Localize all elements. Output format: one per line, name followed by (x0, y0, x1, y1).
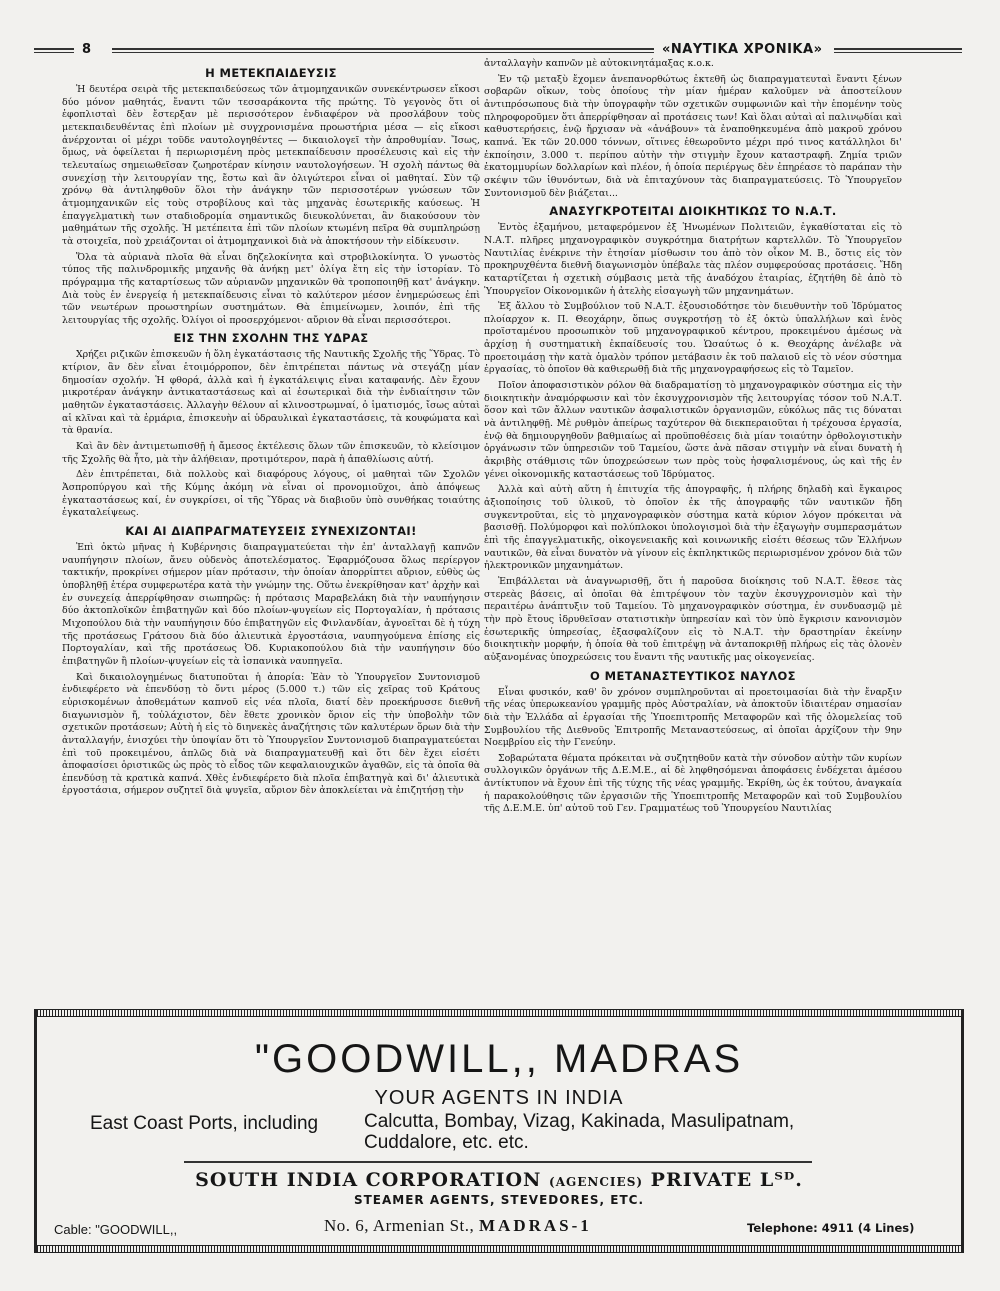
journal-title: «ΝΑΥΤΙΚΑ ΧΡΟΝΙΚΑ» (662, 42, 823, 57)
paragraph: Ἐπιβάλλεται νὰ ἀναγνωρισθῇ, ὅτι ἡ παροῦσα διοίκησις τοῦ Ν.Α.Τ. ἔθεσε τὰς στερεὰς βάσεις, αἱ ὁποῖαι θὰ ἐπιτρέψουν τὸν ταχὺν ἐκσυγχρονισμὸν καὶ τὴν περαιτέρω ἀνάπτυξιν τοῦ Ταμείου. Τὸ μηχανογραφικὸν σύστημα, ἐν συνδυασμῷ μὲ τὴν πρὸ ἔτους ἱδρυθεῖσαν στατιστικὴν ὑπηρεσίαν καὶ τὸν ὑπὸ ἔγκρισιν κανονισμὸν ἐσωτερικῆς ὑπηρεσίας, ἐξασφαλίζουν εἰς τὸ Ν.Α.Τ. τὴν δραστηρίαν ἐκείνην διοικητικὴν μορφήν, ἡ ὁποία θὰ τοῦ ἐπιτρέψῃ νὰ ἀνταποκριθῇ πλήρως εἰς τὰς ὁλονὲν αὐξανομένας ὑποχρεώσεις του ἔναντι τῆς ναυτικῆς μας οἰκογενείας. (484, 575, 902, 663)
paragraph: Ἡ δευτέρα σειρὰ τῆς μετεκπαιδεύσεως τῶν ἀτμομηχανικῶν συνεκέντρωσεν εἴκοσι δύο μόνον μαθητάς, ἔναντι τῶν τεσσαράκοντα τῆς πρώτης. Τὸ γεγονὸς ὅτι οἱ ἐφοπλισταὶ δὲν ἔστερξαν μὲ περισσότερον ἐνδιαφέρον νὰ προσλάβουν τοὺς μετεκπαιδευθέντας ἐπὶ πλοίων μὲ συγχρονισμένα προωστήρια μέσα — εἰς εἴκοσι ἀνέρχονται οἱ μέχρι τοῦδε ναυτολογηθέντες — δικαιολογεῖ τὴν ἀπροθυμίαν. Ἴσως, ὅμως, νὰ ὀφείλεται ἡ περιωρισμένη πρὸς μετεκπαίδευσιν προσέλευσις καὶ εἰς τὴν τελευταίως σημειωθεῖσαν ζωηροτέραν κίνησιν ναυτολογήσεων. Ἡ σχολὴ πάντως θὰ συνεχίσῃ τὴν λειτουργίαν της, ἔστω καὶ ἂν ὀλιγώτεροι εἶναι οἱ μαθηταί. Σὺν τῷ χρόνῳ θὰ ἀντιληφθοῦν ὅλοι τὴν ἀνάγκην τῶν περισσοτέρων γνώσεων τῶν ἀτμομηχανικῶν εἰς τοὺς στροβίλους καὶ τὰς μηχανὰς ἐσωτερικῆς καύσεως. Ἡ ἐπαγγελματικὴ των σταδιοδρομία σημαντικῶς διευκολύνεται, ἂν διακούσουν τὸν μαθημάτων τῆς σχολῆς. Ἡ μετέπειτα ἐπὶ τῶν πλοίων κτωμένη πεῖρα θὰ συμπληρώσῃ τὰ στοιχεῖα, ποὺ χρειάζονται οἱ ἀτμομηχανικοὶ διὰ νὰ ἀποκτήσουν τὴν εἰδίκευσιν. (62, 84, 480, 247)
paragraph: Ἐντὸς ἑξαμήνου, μεταφερόμενον ἐξ Ἡνωμένων Πολιτειῶν, ἐγκαθίσταται εἰς τὸ Ν.Α.Τ. πλῆρες μηχανογραφικὸν συγκρότημα διατρήτων καρτελλῶν. Τὸ Ὑπουργεῖον Ναυτιλίας ἐνέκρινε τὴν ἐτησίαν μίσθωσιν του ἀπὸ τὸν οἶκον Μ. Β., ὅστις εἰς τὸν προκηρυχθέντα διεθνῆ διαγωνισμὸν ὑπέβαλε τὰς πλέον συμφερούσας προτάσεις. Ἤδη καταρτίζεται ἡ σχετικὴ σύμβασις μετὰ τῆς ἀναδόχου ἑταιρίας, ἐζητήθη δὲ ἀπὸ τὸ Ὑπουργεῖον Οἰκονομικῶν ἡ ἀτελὴς εἰσαγωγὴ τῶν μηχανημάτων. (484, 222, 902, 297)
ad-brand: "GOODWILL,, MADRAS (254, 1037, 744, 1081)
company-name-part: (AGENCIES) (549, 1175, 644, 1189)
ad-telephone: Telephone: 4911 (4 Lines) (747, 1221, 915, 1235)
paragraph: Εἶναι φυσικόν, καθ' ὃν χρόνον συμπληροῦνται αἱ προετοιμασίαι διὰ τὴν ἔναρξιν τῆς νέας ὑπερωκεανίου γραμμῆς πρὸς Αὐστραλίαν, νὰ ἀποκτοῦν ἰδιαιτέραν σημασίαν διὰ τὴν Ἑλλάδα αἱ ἐργασίαι τῆς Ὑποεπιτροπῆς Μεταφορῶν καὶ τῆς ὁλομελείας τοῦ Συμβουλίου τῆς Διεθνοῦς Ἐπιτροπῆς Μεταναστεύσεως, αἱ ὁποῖαι ἀρχίζουν τὴν 9ην Νοεμβρίου εἰς τὴν Γενεύην. (484, 686, 902, 749)
ad-border (34, 1245, 964, 1253)
paragraph: Δὲν ἐπιτρέπεται, διὰ πολλοὺς καὶ διαφόρους λόγους, οἱ μαθηταὶ τῶν Σχολῶν Ἀσπροπύργου καὶ τῆς Κύμης ἀκόμη νὰ εἶναι οἱ προνομιοῦχοι, ἀπὸ ἀπόψεως ἐγκαταστάσεως καί, ἐν συγκρίσει, οἱ τῆς Ὕδρας νὰ διαβιοῦν ὑπὸ συνθήκας τοιαύτης ἐγκαταλείψεως. (62, 469, 480, 519)
section-title: Ο ΜΕΤΑΝΑΣΤΕΥΤΙΚΟΣ ΝΑΥΛΟΣ (590, 668, 796, 683)
paragraph: Ποῖον ἀποφασιστικὸν ρόλον θὰ διαδραματίσῃ τὸ μηχανογραφικὸν σύστημα εἰς τὴν διοικητικὴν ἀναμόρφωσιν καὶ τὸν ἐκσυγχρονισμὸν τῆς λειτουργίας τόσον τοῦ Ν.Α.Τ. ὅσον καὶ τῶν ἄλλων ναυτικῶν ἀσφαλιστικῶν ὀργανισμῶν, εὐκόλως πᾶς τις δύναται νὰ ἀντιληφθῇ. Μὲ ρυθμὸν ἀπείρως ταχύτερον θὰ διεκπεραιοῦται ἡ τρέχουσα ἐργασία, ἐνῷ θὰ δημιουργηθοῦν βαθμιαίως αἱ προϋποθέσεις διὰ μίαν τοιαύτην ὀρθολογιστικὴν ὀργάνωσιν τῶν ὑπηρεσιῶν τοῦ Ταμείου, ὥστε ἀνὰ πᾶσαν στιγμὴν νὰ εἶναι δυνατὴ ἡ ἀκριβὴς στάθμισις τῶν ὑποχρεώσεων των πρὸς τοὺς ἠσφαλισμένους, ὡς καὶ τῆς ἐν γένει οἰκονομικῆς καταστάσεως τοῦ Ἱδρύματος. (484, 380, 902, 480)
header-rule (112, 48, 654, 53)
company-name-part: SOUTH INDIA CORPORATION (195, 1169, 550, 1191)
paragraph: Σοβαρώτατα θέματα πρόκειται νὰ συζητηθοῦν κατὰ τὴν σύνοδον αὐτὴν τῶν κυρίων συλλογικῶν ὀργάνων τῆς Δ.Ε.Μ.Ε., αἱ δὲ ληφθησόμεναι ἀποφάσεις ἐνδέχεται ἀμέσου ἀντίκτυπον νὰ ἔχουν ἐπὶ τῆς τύχης τῆς νέας γραμμῆς. Ἐκρίθη, ὡς ἐκ τούτου, ἀναγκαία ἡ παρακολούθησις τῶν ἐργασιῶν τῆς Ὑποεπιτροπῆς Μεταφορῶν καὶ τοῦ Συμβουλίου τῆς Δ.Ε.Μ.Ε. ὑπ' αὐτοῦ τοῦ Γεν. Γραμματέως τοῦ Ὑπουργείου Ναυτιλίας (484, 752, 902, 815)
company-name-part: PRIVATE Lᵀᴰ. (643, 1169, 803, 1191)
paragraph: Ὅλα τὰ αὐριανὰ πλοῖα θὰ εἶναι δηζελοκίνητα καὶ στροβιλοκίνητα. Ὁ γνωστὸς τύπος τῆς παλινδρομικῆς μηχανῆς θὰ ἀνήκῃ μετ' ὀλίγα ἔτη εἰς τὴν ἱστορίαν. Τὸ πρόγραμμα τῆς καταρτίσεως τῶν αὐριανῶν μηχανικῶν θὰ τροποποιηθῇ κατ' ἀνάγκην. Διὰ τοὺς ἐν ἐνεργείᾳ ἡ μετεκπαίδευσις εἶναι τὸ καλύτερον μέσον ἐνημερώσεως ἐπὶ τῶν νεωτέρων προωστηρίων συστημάτων. Θὰ ἐπιμείνωμεν, λοιπόν, ἐπὶ τῆς λειτουργίας τῆς σχολῆς. Ὀλίγοι οἱ προσερχόμενοι· αὔριον θὰ εἶναι περισσότεροι. (62, 251, 480, 326)
paragraph: Χρήζει ριζικῶν ἐπισκευῶν ἡ ὅλη ἐγκατάστασις τῆς Ναυτικῆς Σχολῆς τῆς Ὕδρας. Τὸ κτίριον, ἂν δὲν εἶναι ἑτοιμόρροπον, δὲν ἐπιτρέπεται πάντως νὰ στεγάζῃ μίαν δημοσίαν σχολήν. Ἡ φθορά, ἀλλὰ καὶ ἡ ἐγκατάλειψις εἶναι καταφανής. Δὲν ἔχουν μικροτέραν ἀνάγκην ἀντικαταστάσεως καὶ αἱ ἐσωτερικαὶ διὰ τὴν ἐνδιαίτησιν τῶν μαθητῶν ἐγκαταστάσεις. Ἀλλαγὴν θέλουν αἱ κλινοστρωμναί, ὁ ἱματισμός, ἴσως αὐταὶ αἱ κλῖναι καὶ τὰ ἑρμάρια, ἐπισκευὴν αἱ ὑδραυλικαὶ ἐγκαταστάσεις, τὰ κουφώματα καὶ τὰ θρανία. (62, 349, 480, 437)
section-title: Η ΜΕΤΕΚΠΑΙΔΕΥΣΙΣ (205, 66, 337, 80)
paragraph: Καὶ ἂν δὲν ἀντιμετωπισθῇ ἡ ἄμεσος ἐκτέλεσις ὅλων τῶν ἐπισκευῶν, τὸ κλείσιμον τῆς Σχολῆς θὰ ἦτο, μὰ τὴν ἀλήθειαν, προτιμότερον, παρὰ ἡ ἀπαθλίωσις αὐτή. (62, 441, 480, 465)
ad-ports-list: Cuddalore, etc. etc. (364, 1132, 529, 1153)
page-header (34, 40, 964, 60)
paragraph: Ἐν τῷ μεταξὺ ἔχομεν ἀνεπανορθώτως ἐκτεθῆ ὡς διαπραγματευταὶ ἔναντι ξένων σοβαρῶν οἴκων, τοὺς ὁποίους τὴν μίαν ἡμέραν καλοῦμεν νὰ ἀποστείλουν ἀντιπρόσωπους διὰ τὴν ὑπογραφὴν τῶν σχετικῶν συμφωνιῶν καὶ τὴν ἑπομένην τοὺς πληροφοροῦμεν ὅτι ἀπερρίφθησαν αἱ προτάσεις των! Καὶ ὅλαι αὐταὶ αἱ παλινῳδίαι καὶ καθυστερήσεις, ἐνῷ ἤρχισαν νὰ «ἀνάβουν» τὰ ἐναποθηκευμένα ἀπὸ μακροῦ χρόνου καπνά. Ἐκ τῶν 20.000 τόννων, οἵτινες ἐθεωροῦντο μέχρι πρό τινος κατάλληλοι δι' ἐκποίησιν, 3.000 τ. περίπου αὐτὴν τὴν στιγμὴν ἔχουν καταστραφῆ. Ζημία τριῶν ἑκατομμυρίων δολλαρίων καὶ πλέον, ἡ ὁποία περιέργως δὲν ἐπηρέασε τὸ παράπαν τὴν σκέψιν τῶν ἰθυνόντων, διὰ νὰ ἐπιταχύνουν τὰς διαπραγματεύσεις. Τὸ Ὑπουργεῖον Συντονισμοῦ δὲν βιάζεται... (484, 73, 902, 199)
ad-border (34, 1009, 964, 1017)
section-title: ΚΑΙ ΑΙ ΔΙΑΠΡΑΓΜΑΤΕΥΣΕΙΣ ΣΥΝΕΧΙΖΟΝΤΑΙ! (125, 524, 417, 538)
advertisement (34, 1009, 964, 1254)
paragraph: Ἀλλὰ καὶ αὐτὴ αὕτη ἡ ἐπιτυχία τῆς ἀπογραφῆς, ἡ πλήρης δηλαδὴ καὶ ἔγκαιρος ἀξιοποίησις τοῦ ὑλικοῦ, τὸ ὁποῖον ἐκ τῆς ἀπογραφῆς τῶν ναυτικῶν ἤδη συγκεντροῦται, εἰς τὸ μηχανογραφικὸν σύστημα κατὰ κύριον λόγον πρόκειται νὰ βασισθῇ. Πολύμορφοι καὶ πολύπλοκοι ὑπολογισμοὶ διὰ τὴν ἐξαγωγὴν συμπερασμάτων ἐπὶ τῆς ἐπαγγελματικῆς, οἰκογενειακῆς καὶ κοινωνικῆς εἰσέτι θέσεως τῶν Ἑλλήνων ναυτικῶν, θὰ εἶναι δυνατὸν νὰ γίνουν εἰς ἐκπληκτικῶς περιωρισμένον χρόνον διὰ τῶν ἠλεκτρονικῶν μηχανημάτων. (484, 484, 902, 572)
header-rule (34, 48, 74, 53)
ad-address (324, 1216, 592, 1236)
ad-ports-list: Calcutta, Bombay, Vizag, Kakinada, Masulipatnam, (364, 1111, 795, 1132)
address-street: No. 6, Armenian St., (324, 1216, 479, 1235)
paragraph: Καὶ δικαιολογημένως διατυποῦται ἡ ἀπορία: Ἐὰν τὸ Ὑπουργεῖον Συντονισμοῦ ἐνδιεφέρετο νὰ ἐπενδύσῃ τὸ ὄντι μέρος (5.000 τ.) τῶν εἰς χεῖρας τοῦ Κράτους εὑρισκομένων ἀποθεμάτων καπνοῦ εἰς νέα πλοῖα, διατί δὲν προεκήρυσσε διεθνῆ διαγωνισμὸν ἤ, τοὐλάχιστον, δὲν ἔθετε χρονικὸν ὅριον εἰς τὴν ὑποβολὴν τῶν σχετικῶν προτάσεων; Αὐτὴ ἡ εἰς τὸ διηνεκὲς ἀναζήτησις τῶν καλυτέρων ὅρων διὰ τὴν ἀνταλλαγήν, ἐνισχύει τὴν ὑποψίαν ὅτι τὸ Ὑπουργεῖον Συντονισμοῦ διαπραγματεύεται ἐπὶ τοῦ προκειμένου, ἁπλῶς διὰ νὰ διαπραγματευθῇ καὶ ὅτι δὲν ἔχει εἰσέτι ἀποφασίσει ὁριστικῶς ὡς πρὸς τὸ εἶδος τῶν κεφαλαιουχικῶν ἀγαθῶν, εἰς τὰ ὁποῖα θὰ ἐπενδύσῃ τὰ κρατικὰ καπνά. Χθὲς ἐνδιεφέρετο διὰ πλοῖα ἐπιβατηγὰ καὶ δι' ἁλιευτικὰ ἐργοστάσια, σήμερον συζητεῖ διὰ ψυγεῖα, αὔριον δὲν ἀποκλείεται νὰ ἐπιζητήσῃ τὴν (62, 671, 480, 797)
header-rule (834, 48, 962, 53)
ad-services: STEAMER AGENTS, STEVEDORES, ETC. (353, 1193, 645, 1207)
page-number: 8 (82, 42, 92, 57)
section-title: ΑΝΑΣΥΓΚΡΟΤΕΙΤΑΙ ΔΙΟΙΚΗΤΙΚΩΣ ΤΟ Ν.Α.Τ. (549, 204, 837, 219)
paragraph: Ἐξ ἄλλου τὸ Συμβούλιον τοῦ Ν.Α.Τ. ἐξουσιοδότησε τὸν διευθυντὴν τοῦ Ἱδρύματος πλοίαρχον κ. Π. Θεοχάρην, ὅπως συγκροτήσῃ τὸ ἐξ ὀκτὼ ὑπαλλήλων καὶ ἑνὸς προϊσταμένου προσωπικὸν τοῦ μηχανογραφικοῦ κέντρου, προκειμένου ἀμέσως νὰ ἀρχίσῃ ἡ συστηματικὴ ἐκπαίδευσίς του. Ὡσαύτως ὁ κ. Θεοχάρης ἀνέλαβε νὰ προετοιμάσῃ τὴν κατὰ ὁμαλὸν τρόπον μετάβασιν ἐκ τοῦ παλαιοῦ εἰς τὸ νέον σύστημα ἐργασίας, τὸ ὁποῖον θὰ καθιερωθῇ διὰ τῆς μηχανογραφήσεως εἰς τὸ Ταμεῖον. (484, 301, 902, 376)
ad-cable: Cable: "GOODWILL,, (54, 1222, 178, 1237)
left-column (62, 62, 480, 837)
ad-agents-line: YOUR AGENTS IN INDIA (374, 1087, 624, 1109)
paragraph: ἀνταλλαγὴν καπνῶν μὲ αὐτοκινητάμαξας κ.ο.κ. (484, 58, 714, 69)
ad-company-name (34, 1169, 964, 1191)
right-column (484, 58, 902, 837)
address-city: MADRAS-1 (479, 1216, 592, 1235)
section-title: ΕΙΣ ΤΗΝ ΣΧΟΛΗΝ ΤΗΣ ΥΔΡΑΣ (173, 331, 369, 346)
ad-divider (184, 1161, 812, 1163)
paragraph: Ἐπὶ ὀκτὼ μῆνας ἡ Κυβέρνησις διαπραγματεύεται τὴν ἐπ' ἀνταλλαγῇ καπνῶν ναυπήγησιν πλοίων, ἄνευ οὐδενὸς ἀποτελέσματος. Ἐφαρμόζουσα ὅλως περίεργον τακτικήν, προκρίνει σήμερον μίαν πρότασιν, τὴν ὁποίαν ἀπορρίπτει αὔριον, εὐθὺς ὡς ὑποβληθῇ ἑτέρα συμφερωτέρα κατὰ τὴν γνώμην της. Οὕτω ἐνεκρίθησαν κατ' ἀρχὴν καὶ ἐν συνεχείᾳ ἀπερρίφθησαν σιωπηρῶς: ἡ πρότασις Μαραβελάκη διὰ τὴν ναυπήγησιν δύο ἀκτοπλοϊκῶν ἐπιβατηγῶν καὶ δύο πλοίων-ψυγείων εἰς Πορτογαλίαν, ἡ πρότασις Μιχοπούλου διὰ τὴν ναυπήγησιν δύο ἐπιβατηγῶν εἰς Φινλανδίαν, ἀγνοεῖται δὲ ἡ τύχη τῆς προτάσεως Γράτσου διὰ δύο ἁλιευτικὰ ἐργοστάσια, ναυπηγούμενα ἐπίσης εἰς Πορτογαλίαν, καὶ τῆς προτάσεως Ὀδ. Κυριακοπούλου διὰ τὴν ναυπήγησιν δύο ἐπιβατηγῶν ἢ πλοίων-ψυγείων εἰς τὰ ἰσπανικὰ ναυπηγεῖα. (62, 542, 480, 667)
ad-ports-lead: East Coast Ports, including (90, 1113, 319, 1134)
